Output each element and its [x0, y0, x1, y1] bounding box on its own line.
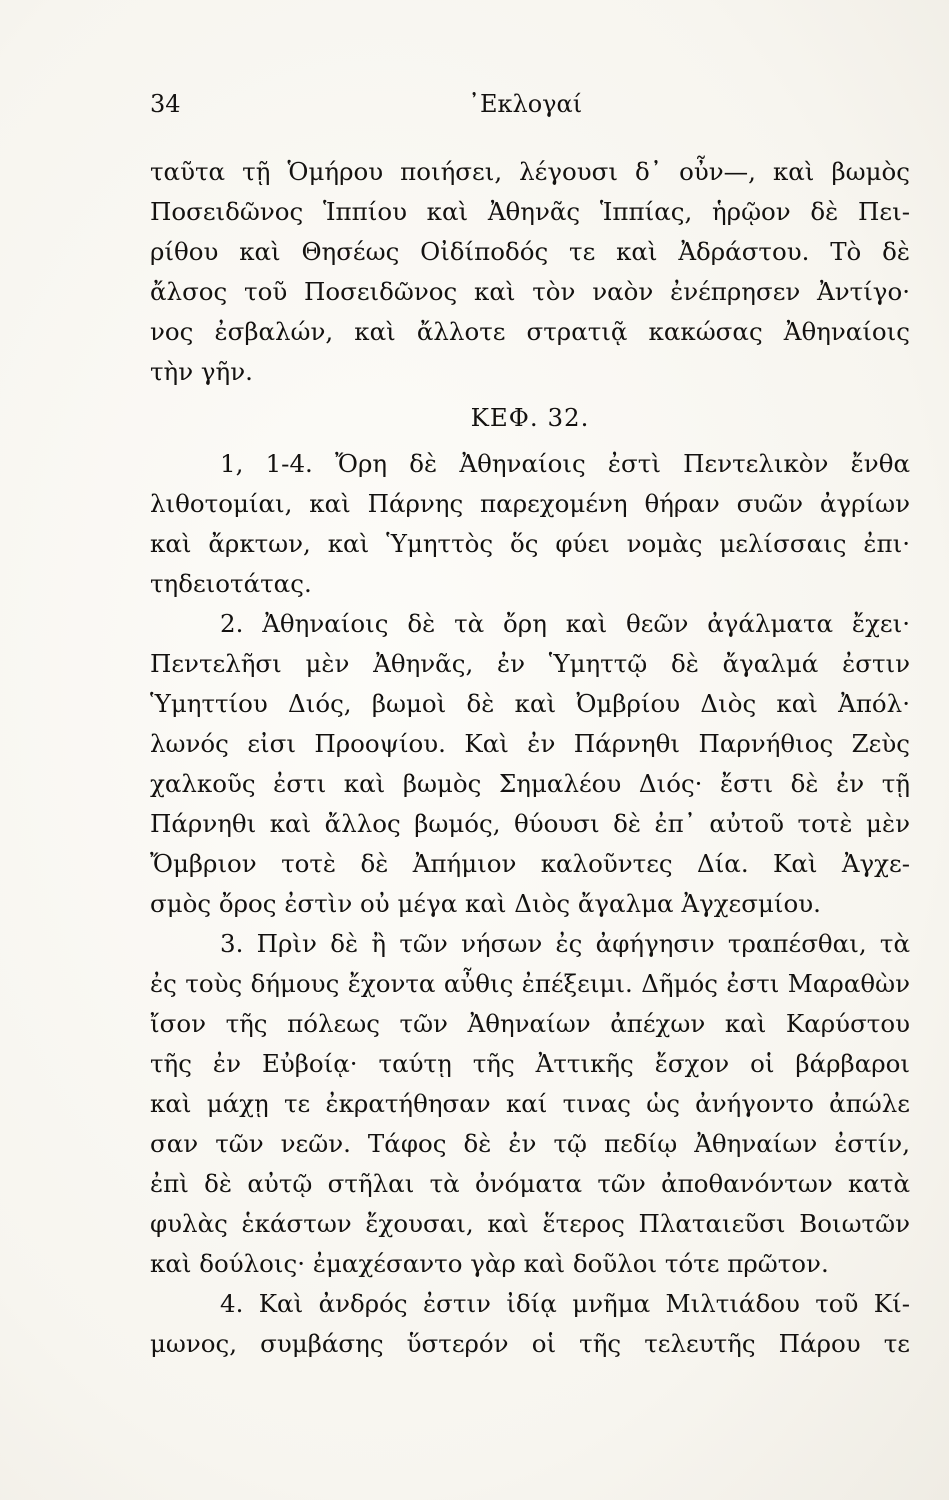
running-title: ᾿Εκλογαί — [468, 90, 583, 118]
text-line: 3. Πρὶν δὲ ἢ τῶν νήσων ἐς ἀφήγησιν τραπέσθαι, τὰ — [220, 929, 910, 958]
text-line: 2. Ἀθηναίοις δὲ τὰ ὄρη καὶ θεῶν ἀγάλματα ἔχει· — [220, 609, 910, 638]
running-header — [150, 90, 910, 126]
text-line: χαλκοῦς ἐστι καὶ βωμὸς Σημαλέου Διός· ἔστι δὲ ἐν τῇ — [150, 769, 910, 798]
text-line: καὶ ἄρκτων, καὶ Ὑμηττὸς ὅς φύει νομὰς μελίσσαις ἐπι· — [150, 529, 910, 558]
text-line: νος ἐσβαλών, καὶ ἄλλοτε στρατιᾷ κακώσας Ἀθηναίοις — [150, 317, 910, 346]
text-line: ταῦτα τῇ Ὁμήρου ποιήσει, λέγουσι δ᾿ οὖν—, καὶ βωμὸς — [150, 157, 910, 186]
text-line: ἄλσος τοῦ Ποσειδῶνος καὶ τὸν ναὸν ἐνέπρησεν Ἀντίγο· — [150, 277, 910, 306]
chapter-heading: ΚΕΦ. 32. — [470, 403, 590, 432]
body-text — [150, 152, 910, 1364]
text-line: Πάρνηθι καὶ ἄλλος βωμός, θύουσι δὲ ἐπ᾿ αὐτοῦ τοτὲ μὲν — [150, 809, 910, 838]
text-line: ἐς τοὺς δήμους ἔχοντα αὖθις ἐπέξειμι. Δῆμός ἐστι Μαραθὼν — [150, 969, 910, 998]
text-line: λωνός εἰσι Προοψίου. Καὶ ἐν Πάρνηθι Παρνήθιος Ζεὺς — [150, 729, 910, 758]
text-line: σμὸς ὄρος ἐστὶν οὐ μέγα καὶ Διὸς ἄγαλμα Ἀγχεσμίου. — [150, 889, 821, 918]
text-line: μωνος, συμβάσης ὕστερόν οἱ τῆς τελευτῆς Πάρου τε — [150, 1329, 910, 1358]
text-line: ἴσον τῆς πόλεως τῶν Ἀθηναίων ἀπέχων καὶ Καρύστου — [150, 1009, 910, 1038]
text-line: Ὑμηττίου Διός, βωμοὶ δὲ καὶ Ὀμβρίου Διὸς καὶ Ἀπόλ· — [150, 689, 910, 718]
text-line: Πεντελῆσι μὲν Ἀθηνᾶς, ἐν Ὑμηττῷ δὲ ἄγαλμά ἐστιν — [150, 649, 910, 678]
text-line: 1, 1-4. Ὄρη δὲ Ἀθηναίοις ἐστὶ Πεντελικὸν ἔνθα — [220, 449, 910, 478]
page-number: 34 — [150, 90, 181, 118]
text-line: καὶ δούλοις· ἐμαχέσαντο γὰρ καὶ δοῦλοι τότε πρῶτον. — [150, 1249, 829, 1278]
text-line: τὴν γῆν. — [150, 357, 253, 386]
text-line: ρίθου καὶ Θησέως Οἰδίποδός τε καὶ Ἀδράστου. Τὸ δὲ — [150, 237, 910, 266]
text-line: καὶ μάχῃ τε ἐκρατήθησαν καί τινας ὡς ἀνήγοντο ἀπώλε — [150, 1089, 910, 1118]
text-line: τῆς ἐν Εὐβοίᾳ· ταύτῃ τῆς Ἀττικῆς ἔσχον οἱ βάρβαροι — [150, 1049, 910, 1078]
text-line: Ποσειδῶνος Ἱππίου καὶ Ἀθηνᾶς Ἱππίας, ἡρῷον δὲ Πει- — [150, 197, 910, 226]
text-line: λιθοτομίαι, καὶ Πάρνης παρεχομένη θήραν συῶν ἀγρίων — [150, 489, 910, 518]
text-line: Ὄμβριον τοτὲ δὲ Ἀπήμιον καλοῦντες Δία. Καὶ Ἀγχε- — [150, 849, 910, 878]
text-line: τηδειοτάτας. — [150, 569, 312, 598]
text-line: ἐπὶ δὲ αὐτῷ στῆλαι τὰ ὀνόματα τῶν ἀποθανόντων κατὰ — [150, 1169, 910, 1198]
text-line: φυλὰς ἑκάστων ἔχουσαι, καὶ ἕτερος Πλαταιεῦσι Βοιωτῶν — [150, 1209, 910, 1238]
text-line: σαν τῶν νεῶν. Τάφος δὲ ἐν τῷ πεδίῳ Ἀθηναίων ἐστίν, — [150, 1129, 910, 1158]
text-line: 4. Καὶ ἀνδρός ἐστιν ἰδίᾳ μνῆμα Μιλτιάδου τοῦ Κί- — [220, 1289, 910, 1318]
